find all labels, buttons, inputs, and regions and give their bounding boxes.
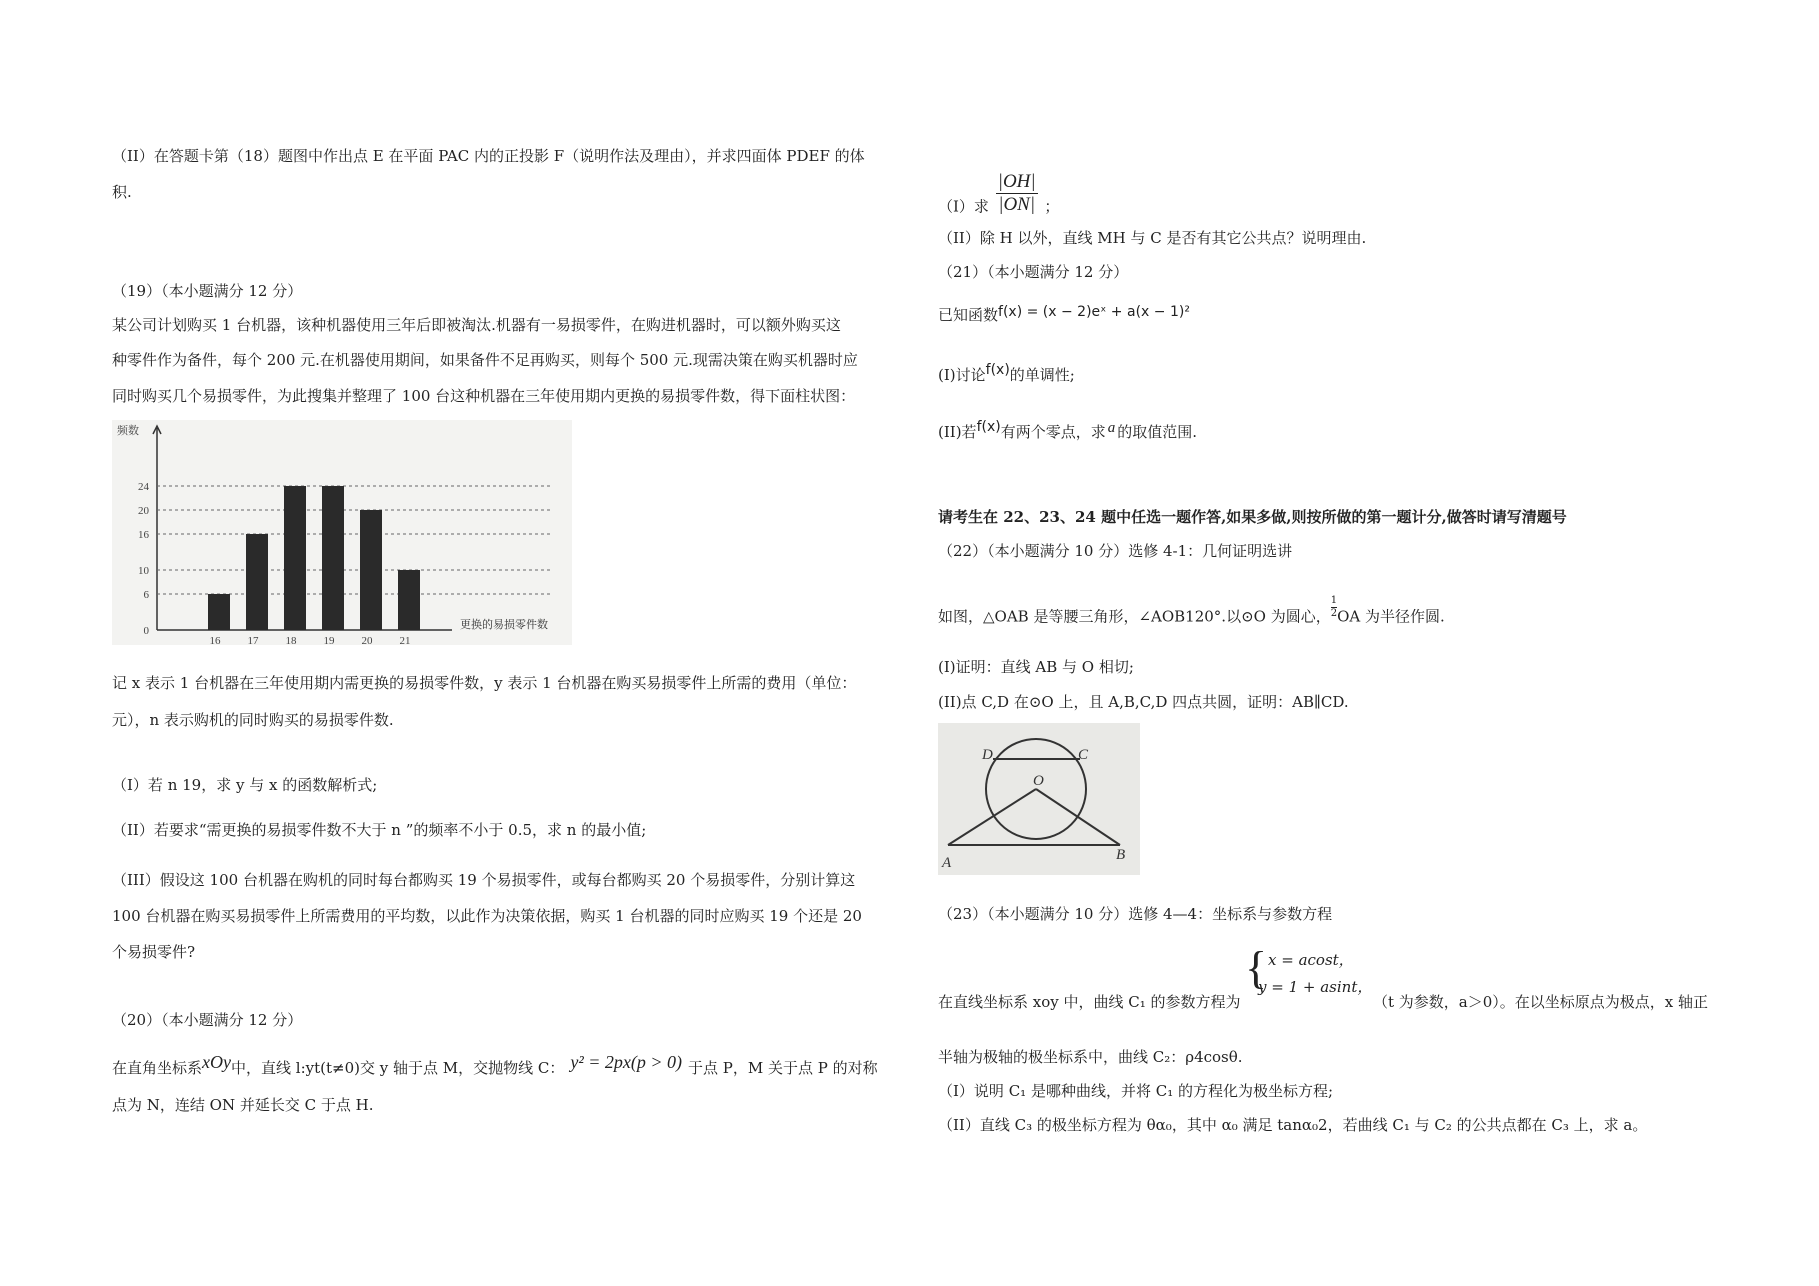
half-fraction <box>1331 595 1337 620</box>
y-axis-label: 频数 <box>117 424 139 437</box>
x-tick-label: 19 <box>323 635 335 645</box>
x-axis-label: 更换的易损零件数 <box>460 618 548 631</box>
x-tick-label: 21 <box>399 635 411 645</box>
q20-parabola: y² = 2px(p > 0) <box>570 1052 683 1072</box>
q21-function: f(x) = (x − 2)eˣ + a(x − 1)² <box>998 304 1190 320</box>
q21-part1-prefix: (I)讨论 <box>938 366 986 384</box>
q19-part3-2: 100 台机器在购买易损零件上所需费用的平均数，以此作为决策依据，购买 1 台机器的同时应购买 19 个还是 20 <box>112 907 862 925</box>
q19-part2: （II）若要求“需更换的易损零件数不大于 n ”的频率不小于 0.5，求 n 的最小值; <box>112 821 647 839</box>
q20-header: （20）（本小题满分 12 分） <box>112 1011 303 1029</box>
bar-chart <box>112 420 572 645</box>
oh-on-fraction <box>996 171 1038 216</box>
y-tick-label: 24 <box>138 481 149 493</box>
y-tick-label: 20 <box>138 505 149 517</box>
eq-y: y = 1 + asint， <box>1258 978 1373 996</box>
q23-part1: （I）说明 C₁ 是哪种曲线，并将 C₁ 的方程化为极坐标方程; <box>938 1082 1334 1100</box>
q20-part1 <box>938 171 1060 230</box>
q21-part2-suffix: 的取值范围. <box>1117 423 1197 441</box>
x-tick-label: 16 <box>209 635 221 645</box>
q21-part2-a: a <box>1107 420 1116 436</box>
q20-part1-prefix: （I）求 <box>938 197 989 216</box>
q21-given-prefix: 已知函数 <box>938 306 999 324</box>
q20-line1-c: 中，直线 l:yt(t≠0)交 y 轴于点 M，交抛物线 C： <box>231 1059 565 1077</box>
q21-part1-suffix: 的单调性; <box>1009 366 1075 384</box>
q22-line1 <box>938 595 1445 630</box>
q18-part2-line2: 积. <box>112 183 132 201</box>
q23-line2: 半轴为极轴的极坐标系中，曲线 C₂：ρ4cosθ. <box>938 1048 1243 1066</box>
q23-line1-a: 在直线坐标系 xoy 中，曲线 C₁ 的参数方程为 <box>938 993 1241 1011</box>
q20-line2: 点为 N，连结 ON 并延长交 C 于点 H. <box>112 1096 374 1114</box>
q22-part1: (I)证明：直线 AB 与 O 相切; <box>938 658 1134 676</box>
half-numerator: 1 <box>1330 595 1338 606</box>
q19-part1: （I）若 n 19，求 y 与 x 的函数解析式; <box>112 776 378 794</box>
fraction-numerator: |OH| <box>997 171 1036 192</box>
q21-part1-fx: f(x) <box>985 362 1010 378</box>
bar <box>284 486 306 630</box>
q22-part2: (II)点 C,D 在⊙O 上，且 A,B,C,D 四点共圆，证明：AB∥CD. <box>938 693 1349 711</box>
q22-line1-b: OA 为半径作圆. <box>1337 607 1445 626</box>
q19-intro-2: 种零件作为备件，每个 200 元.在机器使用期间，如果备件不足再购买，则每个 500 元.现需决策在购买机器时应 <box>112 351 858 369</box>
system-brace: { <box>1245 942 1268 993</box>
bar <box>360 510 382 630</box>
q18-part2-line1: （II）在答题卡第（18）题图中作出点 E 在平面 PAC 内的正投影 F（说明作法及理由），并求四面体 PDEF 的体 <box>112 147 865 165</box>
q21-part2-fx: f(x) <box>976 419 1001 435</box>
label-a: A <box>942 855 952 871</box>
bar <box>208 594 230 630</box>
q21-header: （21）（本小题满分 12 分） <box>938 263 1129 281</box>
q20-line1 <box>112 1052 878 1078</box>
y-tick-label: 0 <box>143 625 149 637</box>
q22-line1-a: 如图，△OAB 是等腰三角形，∠AOB120°.以⊙O 为圆心， <box>938 607 1331 626</box>
bar-chart-figure <box>112 420 572 645</box>
q20-part1-suffix: ； <box>1044 197 1060 216</box>
elective-note: 请考生在 22、23、24 题中任选一题作答,如果多做,则按所做的第一题计分,做答时请写清题号 <box>938 508 1567 526</box>
q19-part3-3: 个易损零件? <box>112 943 196 961</box>
q23-part2: （II）直线 C₃ 的极坐标方程为 θα₀，其中 α₀ 满足 tanα₀2，若曲线 C₁ 与 C₂ 的公共点都在 C₃ 上，求 a。 <box>938 1116 1648 1134</box>
q21-part2-mid: 有两个零点，求 <box>1000 423 1106 441</box>
q19-intro-1: 某公司计划购买 1 台机器，该种机器使用三年后即被淘汰.机器有一易损零件，在购进机器时，可以额外购买这 <box>112 316 841 334</box>
bar <box>322 486 344 630</box>
x-tick-label: 18 <box>285 635 297 645</box>
label-o: O <box>1033 773 1044 789</box>
q20-line1-a: 在直角坐标系 <box>112 1059 203 1077</box>
geometry-svg <box>938 723 1140 875</box>
q20-line1-e: 于点 P，M 关于点 P 的对称 <box>688 1059 878 1077</box>
q23-line1-b: （t 为参数，a＞0）。在以坐标原点为极点，x 轴正 <box>1373 993 1709 1011</box>
q23-header: （23）（本小题满分 10 分）选修 4—4：坐标系与参数方程 <box>938 905 1333 923</box>
label-d: D <box>982 747 993 763</box>
y-tick-label: 16 <box>138 529 149 541</box>
q21-part2-prefix: (II)若 <box>938 423 977 441</box>
q19-define-2: 元），n 表示购机的同时购买的易损零件数. <box>112 711 394 729</box>
q19-define-1: 记 x 表示 1 台机器在三年使用期内需更换的易损零件数，y 表示 1 台机器在购买易损零件上所需的费用（单位： <box>112 674 857 692</box>
label-c: C <box>1078 747 1089 763</box>
bar <box>398 570 420 630</box>
x-tick-label: 17 <box>247 635 259 645</box>
q19-header: （19）（本小题满分 12 分） <box>112 282 303 300</box>
q19-intro-3: 同时购买几个易损零件，为此搜集并整理了 100 台这种机器在三年使用期内更换的易损零件数，得下面柱状图： <box>112 387 856 405</box>
q21-part2 <box>938 417 1197 442</box>
q21-part1 <box>938 360 1075 385</box>
q22-header: （22）（本小题满分 10 分）选修 4-1：几何证明选讲 <box>938 542 1293 560</box>
x-tick-label: 20 <box>361 635 373 645</box>
q20-part2: （II）除 H 以外，直线 MH 与 C 是否有其它公共点？说明理由. <box>938 229 1367 247</box>
y-tick-label: 6 <box>143 589 149 601</box>
half-denominator: 2 <box>1330 608 1338 619</box>
label-b: B <box>1116 847 1126 863</box>
q19-part3-1: （III）假设这 100 台机器在购机的同时每台都购买 19 个易损零件，或每台都购买 20 个易损零件，分别计算这 <box>112 871 856 889</box>
bar <box>246 534 268 630</box>
q21-given <box>938 302 1190 325</box>
geometry-figure <box>938 723 1140 875</box>
q20-xoy: xOy <box>202 1052 231 1072</box>
y-tick-label: 10 <box>138 565 149 577</box>
fraction-denominator: |ON| <box>998 194 1036 215</box>
eq-x: x = acost， <box>1268 951 1354 969</box>
